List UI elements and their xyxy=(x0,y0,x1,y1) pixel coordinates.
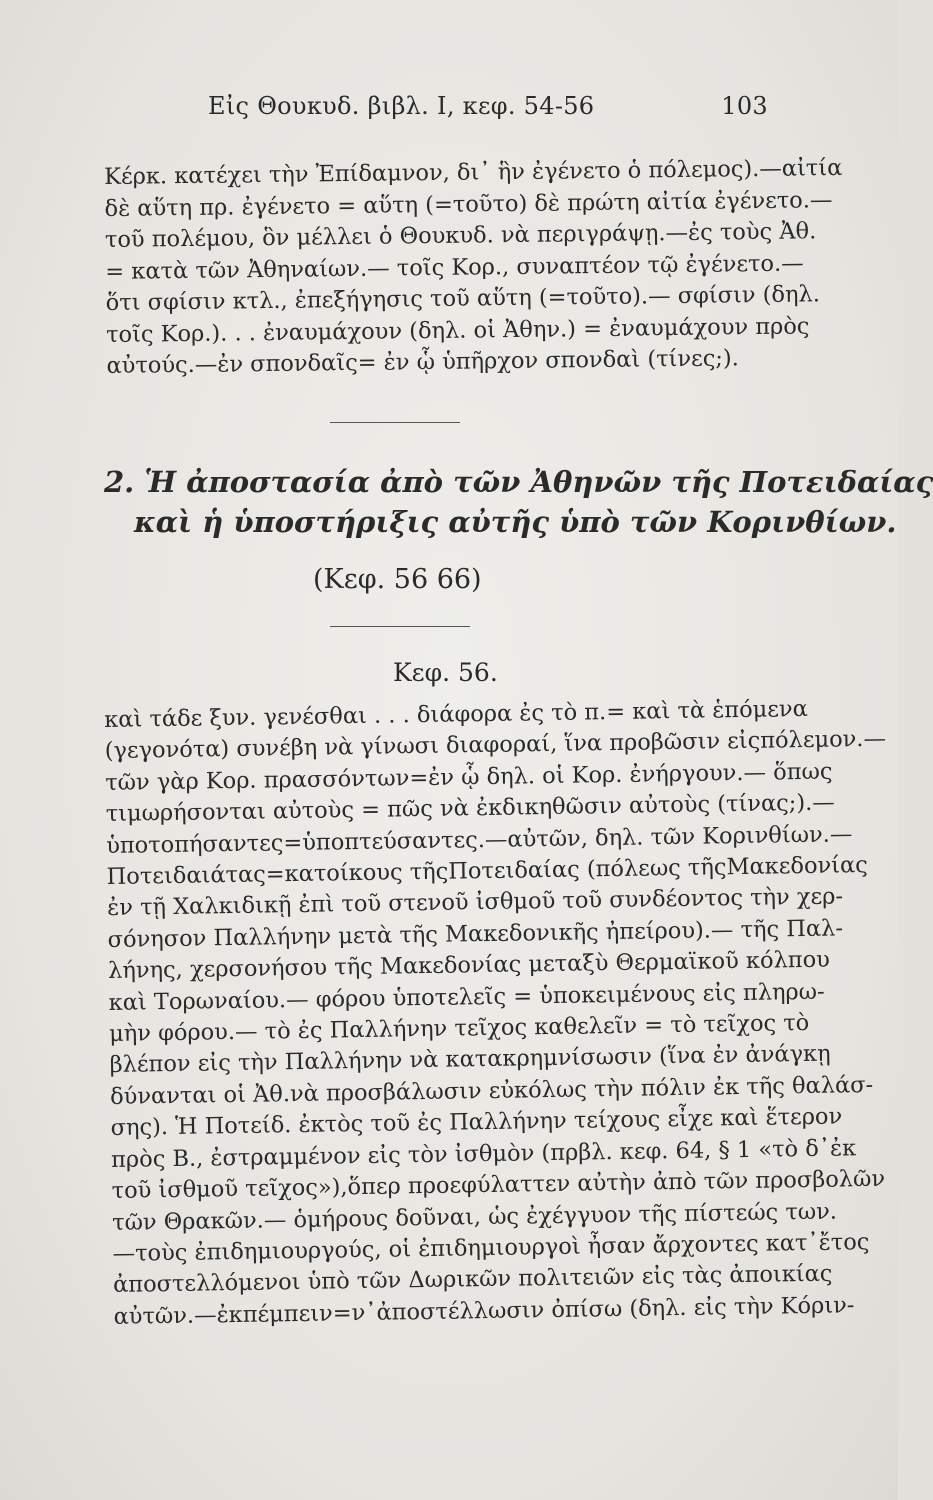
text-line: τοῦ πολέμου, ὃν μέλλει ὁ Θουκυδ. νὰ περιγράψῃ.—ἐς τοὺς Ἀθ. xyxy=(104,218,817,253)
text-line: σόνησον Παλλήνην μετὰ τῆς Μακεδονικῆς ἠπείρου).— τῆς Παλ- xyxy=(107,915,844,953)
text-line: δύνανται οἱ Ἀθ.νὰ προσβάλωσιν εὐκόλως τὴν πόλιν ἐκ τῆς θαλάσ- xyxy=(109,1071,874,1110)
text-line: δὲ αὕτη πρ. ἐγένετο = αὕτη (=τοῦτο) δὲ πρώτη αἰτία ἐγένετο.— xyxy=(104,186,833,222)
text-line: ἐν τῇ Χαλκιδικῇ ἐπὶ τοῦ στενοῦ ἰσθμοῦ τοῦ συνδέοντος τὴν χερ- xyxy=(106,883,844,922)
text-line: σης). Ἡ Ποτείδ. ἐκτὸς τοῦ ἐς Παλλήνην τείχους εἶχε καὶ ἕτερον xyxy=(110,1103,843,1142)
running-header xyxy=(208,92,768,132)
text-line: ὅτι σφίσιν κτλ., ἐπεξήγησις τοῦ αὕτη (=τοῦτο).— σφίσιν (δηλ. xyxy=(105,281,821,316)
divider-rule xyxy=(330,626,470,627)
divider-rule xyxy=(330,422,460,423)
text-line: καὶ τάδε ξυν. γενέσθαι . . . διάφορα ἐς τὸ π.= καὶ τὰ ἑπόμενα xyxy=(104,695,809,733)
page-number: 103 xyxy=(721,92,768,120)
text-line: βλέπον εἰς τὴν Παλλήνην νὰ κατακρημνίσωσιν (ἵνα ἐν ἀνάγκῃ xyxy=(109,1041,831,1079)
chapter-label: Κεφ. 56. xyxy=(393,658,498,687)
text-line: τῶν γὰρ Κορ. πρασσόντων=ἐν ᾧ δηλ. οἱ Κορ. ἐνήργουν.— ὅπως xyxy=(105,758,833,796)
text-line: Ποτειδαιάτας=κατοίκους τῆςΠοτειδαίας (πόλεως τῆςΜακεδονίας xyxy=(106,852,869,891)
text-line: Κέρκ. κατέχει τὴν Ἐπίδαμνον, δι᾽ ἣν ἐγένετο ὁ πόλεμος).—αἰτία xyxy=(104,154,843,190)
text-line: = κατὰ τῶν Ἀθηναίων.— τοῖς Κορ., συναπτέον τῷ ἐγένετο.— xyxy=(105,249,804,285)
chapter-range: (Κεφ. 56 66) xyxy=(313,564,482,595)
section-heading xyxy=(104,462,933,542)
running-title: Εἰς Θουκυδ. βιβλ. Ι, κεφ. 54-56 xyxy=(208,92,595,120)
text-line: πρὸς Β., ἐστραμμένον εἰς τὸν ἰσθμὸν (πρβλ. κεφ. 64, § 1 «τὸ δ᾽ἐκ xyxy=(110,1134,857,1173)
commentary-top xyxy=(104,154,843,383)
section-heading-line: καὶ ἡ ὑποστήριξις αὐτῆς ὑπὸ τῶν Κορινθίων. xyxy=(134,505,897,539)
section-heading-line: 2. Ἡ ἀποστασία ἀπὸ τῶν Ἀθηνῶν τῆς Ποτειδαίας xyxy=(104,465,933,499)
text-line: τιμωρήσονται αὐτοὺς = πῶς νὰ ἐκδικηθῶσιν αὐτοὺς (τίνας;).— xyxy=(105,789,835,828)
text-line: —τοὺς ἐπιδημιουργούς, οἱ ἐπιδημιουργοὶ ἦσαν ἄρχοντες κατ᾽ἔτος xyxy=(112,1228,870,1267)
text-line: λήνης, χερσονήσου τῆς Μακεδονίας μεταξὺ Θερμαϊκοῦ κόλπου xyxy=(107,946,831,985)
text-line: τοῦ ἰσθμοῦ τεῖχος»),ὅπερ προεφύλαττεν αὐτὴν ἀπὸ τῶν προσβολῶν xyxy=(111,1165,886,1205)
text-line: ὑποτοπήσαντες=ὑποπτεύσαντες.—αὐτῶν, δηλ. τῶν Κορινθίων.— xyxy=(106,820,853,859)
text-line: ἀποστελλόμενοι ὑπὸ τῶν Δωρικῶν πολιτειῶν εἰς τὰς ἀποικίας xyxy=(112,1260,833,1299)
text-line: αὐτῶν.—ἐκπέμπειν=ν᾽ἀποστέλλωσιν ὀπίσω (δηλ. εἰς τὴν Κόριν- xyxy=(113,1292,855,1330)
text-line: (γεγονότα) συνέβη νὰ γίνωσι διαφοραί, ἵνα προβῶσιν εἰςπόλεμον.— xyxy=(104,726,887,765)
commentary-main xyxy=(104,694,887,1333)
text-line: μὴν φόρου.— τὸ ἐς Παλλήνην τεῖχος καθελεῖν = τὸ τεῖχος τὸ xyxy=(108,1010,810,1048)
text-line: καὶ Τορωναίου.— φόρου ὑποτελεῖς = ὑποκειμένους εἰς πληρω- xyxy=(108,978,825,1016)
text-line: τοῖς Κορ.). . . ἐναυμάχουν (δηλ. οἱ Ἀθην.) = ἐναυμάχουν πρὸς xyxy=(105,312,810,348)
text-line: αὐτούς.—ἐν σπονδαῖς= ἐν ᾧ ὑπῆρχον σπονδαὶ (τίνες;). xyxy=(106,345,740,379)
text-line: τῶν Θρακῶν.— ὁμήρους δοῦναι, ὡς ἐχέγγυον τῆς πίστεώς των. xyxy=(111,1198,838,1236)
